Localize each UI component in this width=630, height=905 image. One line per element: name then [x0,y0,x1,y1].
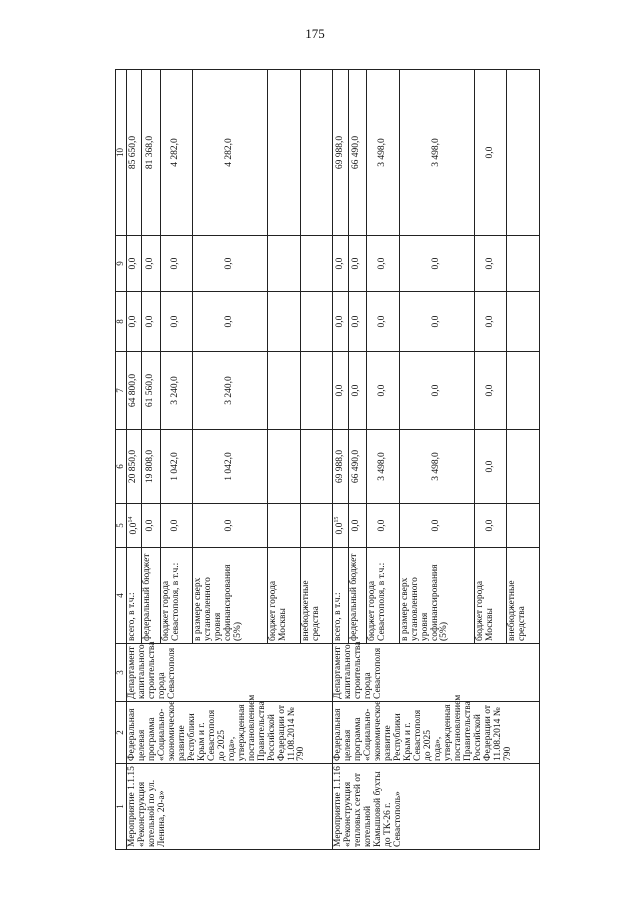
value-cell: 0,0 [474,352,507,430]
header-cell: 6 [116,430,127,504]
value-cell [300,352,333,430]
value-cell: 85 650,0 [127,70,142,236]
value-cell [268,292,301,352]
value-cell: 19 808,0 [142,430,160,504]
value-cell: 0,0 [193,504,268,548]
executor: Департамент капитального строительства города Севастополя [127,644,333,702]
value-cell: 0,0 [127,292,142,352]
rotated-table-wrapper [115,70,540,850]
source-label: бюджет города Москвы [474,548,507,644]
value-cell: 0,0 [193,236,268,292]
value-cell: 81 368,0 [142,70,160,236]
value-cell: 3 498,0 [367,70,400,236]
value-cell: 0,0 [367,504,400,548]
value-cell: 69 988,0 [333,70,348,236]
value-cell: 0,0 [142,292,160,352]
header-cell: 2 [116,702,127,764]
value-cell: $0,0^{15}$ [333,504,348,548]
value-cell: 3 498,0 [367,430,400,504]
header-cell: 7 [116,352,127,430]
value-cell: 3 498,0 [399,430,474,504]
value-cell [507,430,540,504]
value-cell [268,70,301,236]
table-row [127,70,142,850]
value-cell: 0,0 [142,504,160,548]
value-cell: 0,0 [474,292,507,352]
value-cell: 0,0 [399,504,474,548]
value-cell: 4 282,0 [160,70,193,236]
value-cell: 0,0 [367,292,400,352]
value-cell: 0,0 [474,70,507,236]
source-label: внебюджетные средства [507,548,540,644]
value-cell [300,70,333,236]
source-label: в размере сверх установленного уровня софинансирования (5%) [193,548,268,644]
value-cell: 0,0 [399,236,474,292]
program-name: Федеральная целевая программа «Социально-экономическое развитие Республики Крым и г. Севастополя до 2025 года», утвержденная постановлением Правительства Российской Федерации от 11.08.2014 № 790 [333,702,540,764]
value-cell: 0,0 [348,352,366,430]
value-cell: 0,0 [474,236,507,292]
value-cell: 69 988,0 [333,430,348,504]
value-cell: 0,0 [348,504,366,548]
value-cell: 64 800,0 [127,352,142,430]
page-number: 175 [305,26,325,41]
source-label: всего, в т.ч.: [333,548,348,644]
value-cell: 0,0 [348,236,366,292]
footnote-mark: 15 [334,516,341,523]
value-cell: 66 490,0 [348,430,366,504]
value-cell: 3 240,0 [160,352,193,430]
value-cell [268,352,301,430]
value-cell [268,430,301,504]
header-cell: 9 [116,236,127,292]
value-cell [300,236,333,292]
value-cell: $0,0^{14}$ [127,504,142,548]
value-cell [507,292,540,352]
value-cell [507,236,540,292]
value-cell: 0,0 [127,236,142,292]
value-cell: 0,0 [474,504,507,548]
value-cell: 3 240,0 [193,352,268,430]
value-cell: 0,0 [160,504,193,548]
source-label: бюджет города Севастополя, в т.ч.: [160,548,193,644]
source-label: федеральный бюджет [348,548,366,644]
source-label: всего, в т.ч.: [127,548,142,644]
source-label: бюджет города Севастополя, в т.ч.: [367,548,400,644]
table-row [333,70,348,850]
value-cell: 0,0 [348,292,366,352]
value-cell: 0,0 [333,352,348,430]
value-cell [300,430,333,504]
header-cell: 3 [116,644,127,702]
value-cell: 1 042,0 [160,430,193,504]
value-cell [300,504,333,548]
source-label: внебюджетные средства [300,548,333,644]
executor: Департамент капитального строительства города Севастополя [333,644,540,702]
value-cell: 3 498,0 [399,70,474,236]
header-cell: 4 [116,548,127,644]
value-cell: 66 490,0 [348,70,366,236]
value-cell: 4 282,0 [193,70,268,236]
value-cell: 0,0 [160,292,193,352]
header-cell: 10 [116,70,127,236]
budget-table [115,69,540,850]
value-cell [507,352,540,430]
value-cell [268,236,301,292]
header-cell: 8 [116,292,127,352]
value-cell: 0,0 [474,430,507,504]
value-cell [507,70,540,236]
activity-name: Мероприятие 1.1.16 «Реконструкция тепловых сетей от котельной Камышовой бухты до ТК-26 г. Севастополь» [333,764,540,850]
activity-name: Мероприятие 1.1.15 «Реконструкция котельной по ул. Ленина, 20-а» [127,764,333,850]
header-cell: 5 [116,504,127,548]
value-cell: 0,0 [160,236,193,292]
program-name: Федеральная целевая программа «Социально-экономическое развитие Республики Крым и г. Севастополя до 2025 года», утвержденная постановлением Правительства Российской Федерации от 11.08.2014 № 790 [127,702,333,764]
value-cell [268,504,301,548]
source-label: в размере сверх установленного уровня софинансирования (5%) [399,548,474,644]
value-cell [507,504,540,548]
value-cell: 61 560,0 [142,352,160,430]
source-label: федеральный бюджет [142,548,160,644]
value-cell: 0,0 [367,236,400,292]
header-row [116,70,127,850]
source-label: бюджет города Москвы [268,548,301,644]
value-cell: 0,0 [367,352,400,430]
value-cell [300,292,333,352]
value-cell: 0,0 [399,292,474,352]
header-cell: 1 [116,764,127,850]
value-cell: 0,0 [142,236,160,292]
value-cell: 0,0 [333,236,348,292]
value-cell: 1 042,0 [193,430,268,504]
value-cell: 0,0 [193,292,268,352]
value-cell: 20 850,0 [127,430,142,504]
footnote-mark: 14 [128,516,134,523]
value-cell: 0,0 [333,292,348,352]
value-cell: 0,0 [399,352,474,430]
